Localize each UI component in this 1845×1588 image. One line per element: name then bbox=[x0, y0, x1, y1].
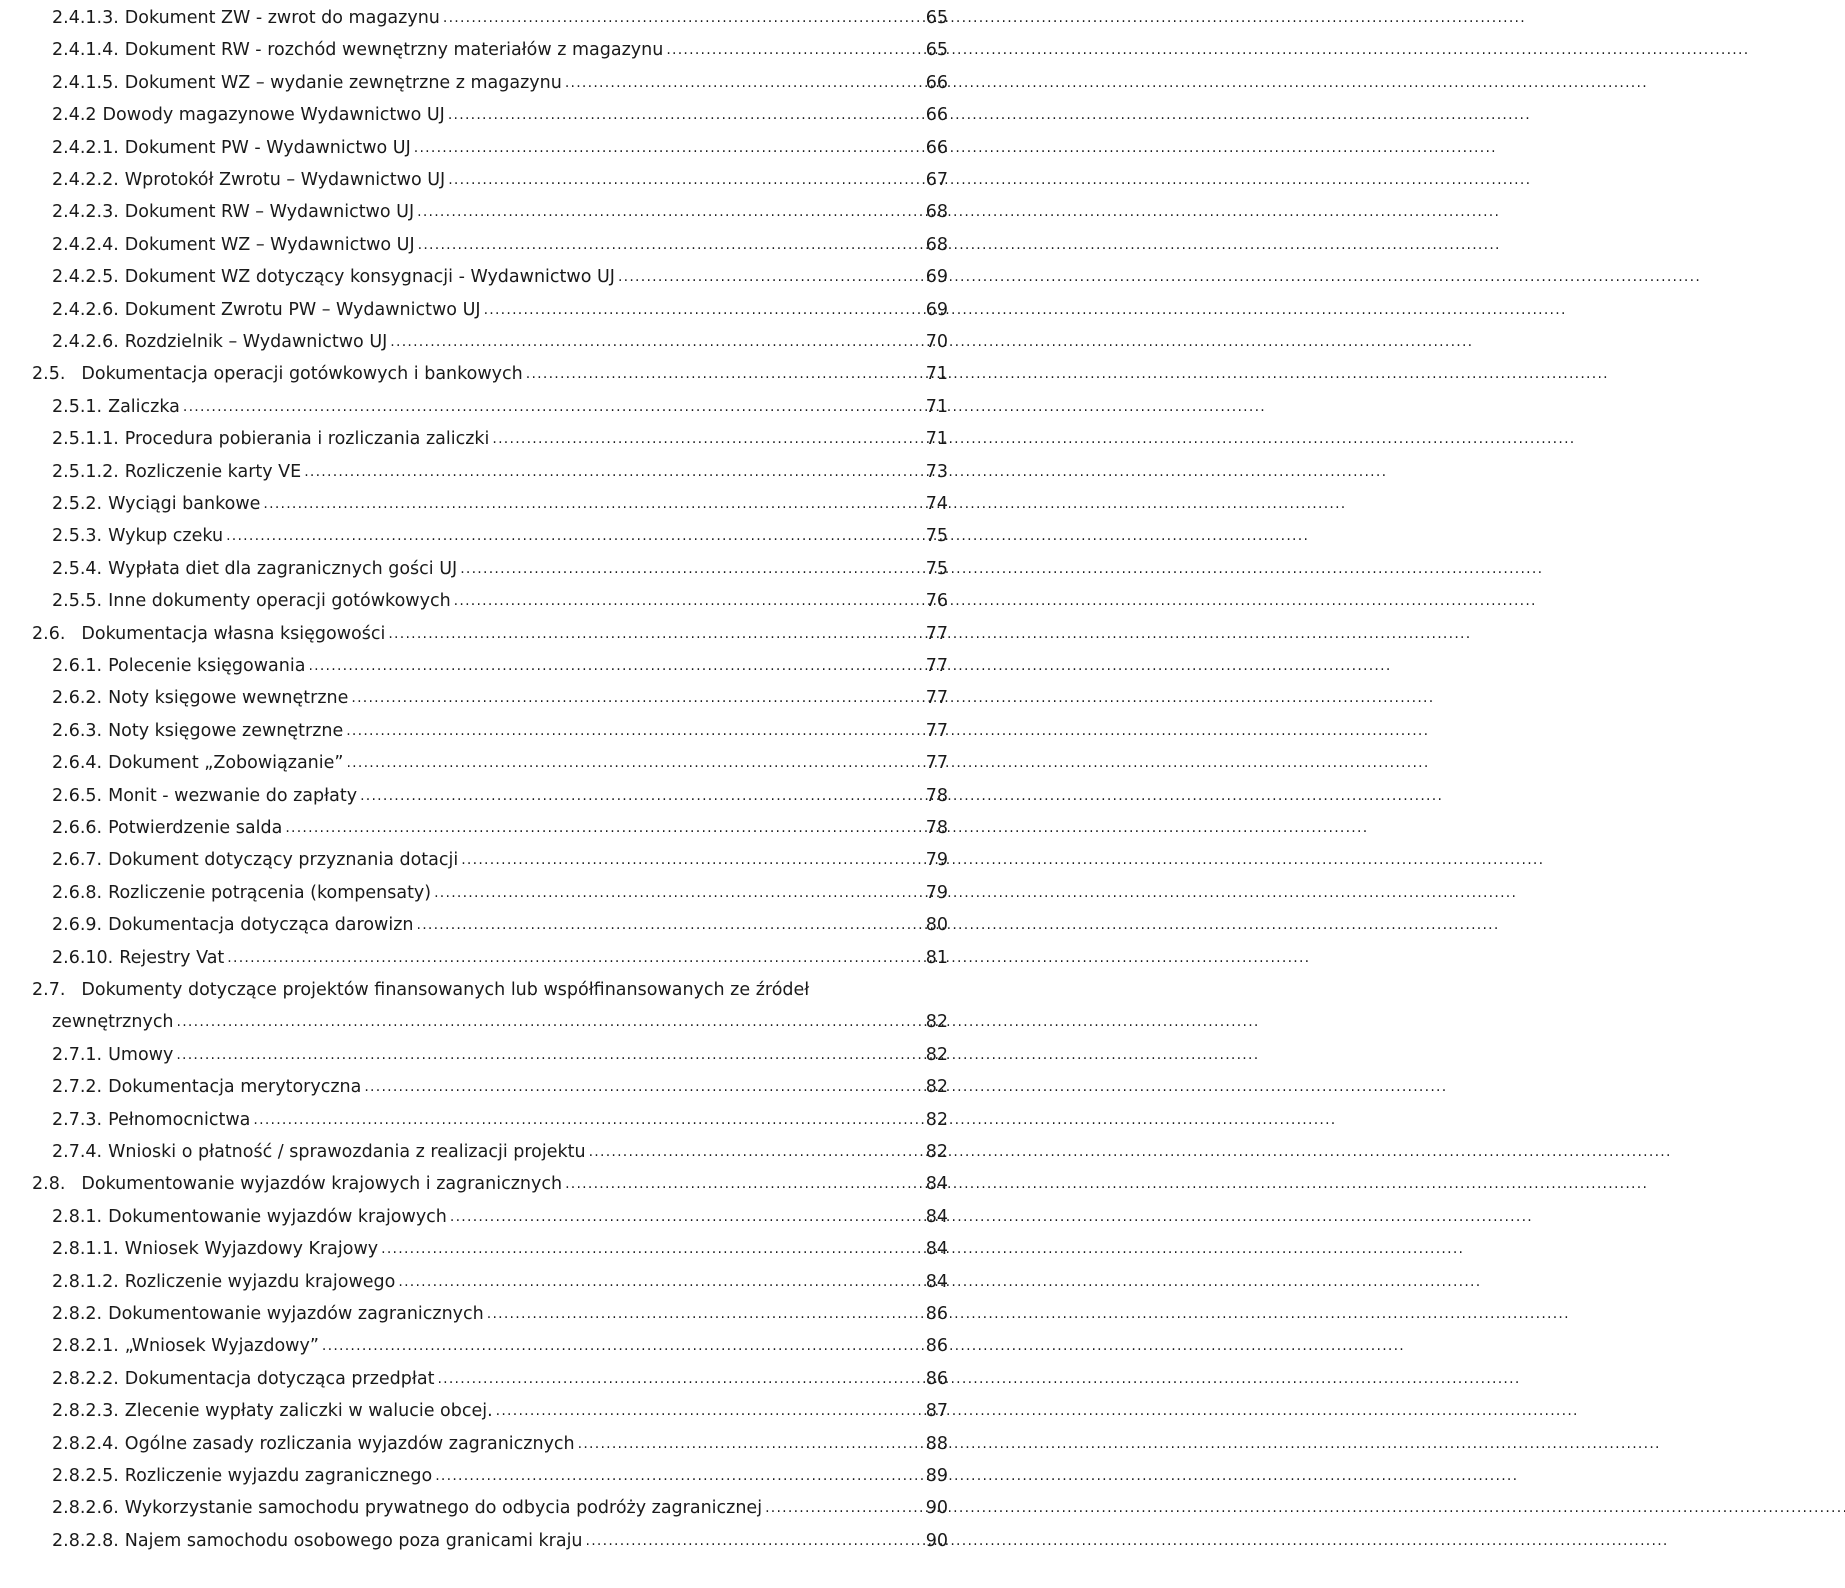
toc-page-number: 87 bbox=[925, 1401, 948, 1422]
toc-entry-number: 2.6.8. bbox=[52, 882, 103, 903]
toc-dot-leader bbox=[418, 232, 924, 257]
toc-dot-leader bbox=[448, 167, 924, 192]
toc-page-number: 86 bbox=[925, 1336, 948, 1357]
toc-entry[interactable] bbox=[52, 194, 948, 224]
toc-dot-leader bbox=[434, 880, 924, 905]
toc-entry[interactable] bbox=[52, 292, 948, 322]
toc-entry-number: 2.8.2. bbox=[52, 1304, 103, 1324]
toc-entry[interactable] bbox=[52, 1004, 948, 1034]
toc-entry-number: 2.8.2.5. bbox=[52, 1466, 119, 1486]
toc-dot-leader bbox=[492, 426, 923, 451]
toc-entry-number: 2.6.6. bbox=[52, 818, 103, 838]
toc-entry[interactable] bbox=[52, 1296, 948, 1326]
toc-entry-title: Rozdzielnik – Wydawnictwo UJ bbox=[124, 332, 388, 352]
toc-dot-leader bbox=[177, 1009, 924, 1034]
toc-page-number: 69 bbox=[925, 267, 948, 288]
toc-dot-leader bbox=[437, 1366, 923, 1391]
toc-dot-leader bbox=[589, 1139, 924, 1164]
toc-entry-number: 2.5.1.2. bbox=[52, 461, 119, 482]
toc-page-number: 75 bbox=[925, 526, 948, 547]
toc-dot-leader bbox=[526, 361, 924, 386]
toc-dot-leader bbox=[322, 1333, 924, 1358]
toc-entry[interactable] bbox=[52, 1458, 948, 1488]
toc-dot-leader bbox=[226, 523, 924, 548]
toc-dot-leader bbox=[381, 1236, 924, 1261]
toc-page-number: 74 bbox=[925, 494, 948, 514]
toc-entry-title: Rozliczenie wyjazdu zagranicznego bbox=[124, 1466, 433, 1486]
toc-entry-title: Zlecenie wypłaty zaliczki w walucie obcej. bbox=[124, 1401, 493, 1422]
toc-entry-title: „Wniosek Wyjazdowy” bbox=[124, 1336, 319, 1357]
toc-page-number: 71 bbox=[925, 364, 948, 385]
toc-entry-title: Dokument dotyczący przyznania dotacji bbox=[108, 850, 459, 871]
toc-entry-title: Dokumentacja dotycząca przedpłat bbox=[124, 1368, 435, 1389]
toc-entry[interactable] bbox=[52, 130, 948, 160]
toc-dot-leader bbox=[578, 1431, 924, 1456]
toc-entry[interactable] bbox=[52, 1037, 948, 1067]
toc-entry-title: Noty księgowe wewnętrzne bbox=[108, 688, 349, 709]
toc-entry[interactable] bbox=[52, 1523, 948, 1553]
toc-page-number: 90 bbox=[925, 1530, 948, 1551]
toc-entry-title: Dokumentowanie wyjazdów krajowych i zagranicznych bbox=[81, 1174, 563, 1195]
toc-entry-title: Dokument Zwrotu PW – Wydawnictwo UJ bbox=[124, 299, 481, 320]
toc-entry-number: 2.8.2.6. bbox=[52, 1498, 119, 1519]
toc-page-number: 77 bbox=[925, 623, 948, 644]
toc-entry[interactable] bbox=[52, 1328, 948, 1358]
toc-entry-number: 2.4.2.6. bbox=[52, 332, 119, 352]
toc-dot-leader bbox=[285, 815, 923, 840]
toc-entry-number: 2.5.4. bbox=[52, 558, 103, 579]
toc-entry[interactable] bbox=[52, 486, 948, 516]
toc-dot-leader bbox=[253, 1107, 923, 1132]
toc-entry-number: 2.5.3. bbox=[52, 526, 103, 547]
toc-dot-leader bbox=[565, 1171, 924, 1196]
toc-entry[interactable] bbox=[52, 389, 948, 419]
toc-entry[interactable] bbox=[52, 778, 948, 808]
toc-entry-title: Monit - wezwanie do zapłaty bbox=[108, 785, 358, 806]
toc-entry-number: 2.8.2.4. bbox=[52, 1433, 119, 1454]
toc-dot-leader bbox=[450, 1204, 924, 1229]
toc-dot-leader bbox=[390, 329, 923, 354]
toc-entry-number: 2.8.2.8. bbox=[52, 1530, 119, 1551]
toc-page-number: 66 bbox=[925, 72, 948, 93]
toc-entry-number: 2.6.3. bbox=[52, 720, 103, 741]
toc-dot-leader bbox=[304, 459, 924, 484]
toc-entry[interactable] bbox=[52, 583, 948, 613]
toc-entry-title: Dokumentowanie wyjazdów krajowych bbox=[108, 1206, 447, 1227]
toc-entry[interactable] bbox=[52, 421, 948, 451]
toc-page-number: 84 bbox=[925, 1271, 948, 1292]
toc-page-number: 88 bbox=[925, 1433, 948, 1454]
toc-entry-title: Dokument RW - rozchód wewnętrzny materiałów z magazynu bbox=[124, 40, 664, 61]
toc-entry[interactable] bbox=[52, 1393, 948, 1423]
toc-dot-leader bbox=[417, 199, 924, 224]
toc-dot-leader bbox=[461, 847, 923, 872]
toc-entry[interactable] bbox=[52, 1134, 948, 1164]
toc-entry-number: 2.8.1. bbox=[52, 1206, 103, 1227]
toc-entry-number: 2.4.2.6. bbox=[52, 299, 119, 320]
toc-entry-title: Rozliczenie potrącenia (kompensaty) bbox=[108, 882, 432, 903]
toc-dot-leader bbox=[565, 70, 924, 95]
toc-page-number: 82 bbox=[925, 1077, 948, 1098]
toc-entry-number: 2.7.1. bbox=[52, 1044, 103, 1065]
toc-entry[interactable] bbox=[52, 1361, 948, 1391]
toc-entry[interactable] bbox=[52, 259, 948, 289]
toc-entry-number: 2.7.3. bbox=[52, 1109, 103, 1130]
toc-dot-leader bbox=[443, 5, 924, 30]
toc-entry-title: Dokumenty dotyczące projektów finansowanych lub współfinansowanych ze źródeł bbox=[81, 980, 810, 1000]
toc-page-number: 77 bbox=[925, 656, 948, 676]
toc-dot-leader bbox=[414, 135, 924, 160]
toc-entry-title: Rejestry Vat bbox=[119, 947, 225, 968]
toc-entry[interactable] bbox=[52, 65, 948, 95]
toc-entry-title: zewnętrznych bbox=[52, 1012, 174, 1033]
toc-dot-leader bbox=[460, 556, 924, 581]
toc-entry-number: 2.7. bbox=[32, 980, 66, 1000]
toc-entry[interactable] bbox=[52, 324, 948, 354]
toc-entry-title: Dokument PW - Wydawnictwo UJ bbox=[124, 137, 411, 158]
toc-entry-number: 2.5.1.1. bbox=[52, 429, 119, 450]
toc-entry[interactable] bbox=[52, 551, 948, 581]
toc-entry-number: 2.8.1.2. bbox=[52, 1271, 119, 1292]
toc-dot-leader bbox=[346, 718, 923, 743]
toc-entry-title: Dokumentowanie wyjazdów zagranicznych bbox=[108, 1304, 484, 1324]
toc-page-number: 73 bbox=[925, 461, 948, 482]
toc-entry[interactable] bbox=[52, 227, 948, 257]
toc-page-number: 82 bbox=[925, 1109, 948, 1130]
toc-entry-number: 2.6.2. bbox=[52, 688, 103, 709]
toc-entry-title: Dowody magazynowe Wydawnictwo UJ bbox=[102, 105, 445, 126]
toc-dot-leader bbox=[586, 1528, 924, 1553]
toc-page-number: 66 bbox=[925, 105, 948, 126]
toc-entry-title: Dokument „Zobowiązanie” bbox=[108, 753, 344, 774]
toc-page-number: 80 bbox=[925, 915, 948, 936]
toc-entry[interactable] bbox=[52, 842, 948, 872]
toc-entry-number: 2.4.1.4. bbox=[52, 40, 119, 61]
toc-entry-number: 2.8.2.3. bbox=[52, 1401, 119, 1422]
toc-entry-number: 2.4.2.5. bbox=[52, 267, 119, 288]
toc-dot-leader bbox=[666, 37, 923, 62]
toc-entry[interactable] bbox=[52, 1426, 948, 1456]
toc-entry-number: 2.4.1.5. bbox=[52, 72, 119, 93]
toc-entry-title: Inne dokumenty operacji gotówkowych bbox=[108, 591, 451, 612]
toc-entry[interactable] bbox=[52, 680, 948, 710]
toc-entry-title: Najem samochodu osobowego poza granicami kraju bbox=[124, 1530, 583, 1551]
toc-entry-number: 2.6.7. bbox=[52, 850, 103, 871]
toc-entry[interactable] bbox=[52, 940, 948, 970]
toc-entry-number: 2.6. bbox=[32, 623, 66, 644]
toc-dot-leader bbox=[398, 1269, 923, 1294]
toc-page-number: 84 bbox=[925, 1206, 948, 1227]
toc-page-number: 90 bbox=[925, 1498, 948, 1519]
toc-entry[interactable] bbox=[52, 1264, 948, 1294]
toc-entry-number: 2.8. bbox=[32, 1174, 66, 1195]
toc-entry-title: Dokument ZW - zwrot do magazynu bbox=[124, 8, 440, 28]
toc-dot-leader bbox=[176, 1042, 923, 1067]
toc-entry-number: 2.4.2.2. bbox=[52, 170, 119, 190]
toc-entry-title: Polecenie księgowania bbox=[108, 656, 306, 676]
toc-page-number: 84 bbox=[925, 1174, 948, 1195]
toc-entry[interactable] bbox=[52, 1199, 948, 1229]
toc-entry[interactable] bbox=[52, 907, 948, 937]
toc-entry[interactable] bbox=[32, 616, 948, 646]
toc-page-number: 78 bbox=[925, 785, 948, 806]
toc-dot-leader bbox=[417, 912, 924, 937]
toc-entry[interactable] bbox=[52, 1102, 948, 1132]
toc-entry-title: Wnioski o płatność / sprawozdania z realizacji projektu bbox=[108, 1142, 586, 1162]
toc-entry-title: Wypłata diet dla zagranicznych gości UJ bbox=[108, 558, 458, 579]
toc-entry-title: Dokument WZ – wydanie zewnętrzne z magazynu bbox=[124, 72, 562, 93]
toc-page-number: 77 bbox=[925, 688, 948, 709]
toc-entry-number: 2.4.2.4. bbox=[52, 234, 119, 255]
toc-dot-leader bbox=[454, 588, 924, 613]
toc-entry[interactable] bbox=[52, 0, 948, 30]
toc-entry[interactable] bbox=[52, 97, 948, 127]
toc-entry-number: 2.8.2.2. bbox=[52, 1368, 119, 1389]
toc-entry[interactable] bbox=[52, 162, 948, 192]
toc-entry-title: Pełnomocnictwa bbox=[108, 1109, 251, 1130]
toc-entry-title: Wyciągi bankowe bbox=[108, 494, 261, 514]
toc-page-number: 78 bbox=[925, 818, 948, 838]
toc-page-number: 86 bbox=[925, 1368, 948, 1389]
toc-page-number: 75 bbox=[925, 558, 948, 579]
toc-page-number: 71 bbox=[925, 429, 948, 450]
toc-page-number: 65 bbox=[925, 40, 948, 61]
toc-page-number: 68 bbox=[925, 202, 948, 223]
toc-entry-number: 2.6.9. bbox=[52, 915, 103, 936]
toc-page-number: 86 bbox=[925, 1304, 948, 1324]
toc-entry[interactable] bbox=[32, 972, 948, 1002]
toc-entry-title: Dokumentacja merytoryczna bbox=[108, 1077, 362, 1098]
toc-page-number: 71 bbox=[925, 396, 948, 417]
toc-entry-number: 2.5.2. bbox=[52, 494, 103, 514]
toc-entry[interactable] bbox=[52, 648, 948, 678]
toc-page-number: 66 bbox=[925, 137, 948, 158]
toc-dot-leader bbox=[227, 945, 923, 970]
toc-entry-number: 2.7.4. bbox=[52, 1142, 103, 1162]
toc-dot-leader bbox=[346, 750, 923, 775]
toc-entry[interactable] bbox=[52, 875, 948, 905]
toc-entry-title: Zaliczka bbox=[108, 396, 180, 417]
toc-entry-number: 2.6.10. bbox=[52, 947, 114, 968]
toc-page-number: 89 bbox=[925, 1466, 948, 1486]
toc-entry-title: Procedura pobierania i rozliczania zaliczki bbox=[124, 429, 490, 450]
toc-entry-title: Dokumentacja dotycząca darowizn bbox=[108, 915, 414, 936]
toc-entry-title: Potwierdzenie salda bbox=[108, 818, 283, 838]
toc-entry-number: 2.4.2 bbox=[52, 105, 97, 126]
toc-dot-leader bbox=[484, 297, 924, 322]
toc-entry-title: Dokumentacja operacji gotówkowych i bankowych bbox=[81, 364, 523, 385]
toc-page-number: 69 bbox=[925, 299, 948, 320]
toc-dot-leader bbox=[360, 783, 924, 808]
toc-entry-title: Wykup czeku bbox=[108, 526, 224, 547]
toc-entry-title: Rozliczenie wyjazdu krajowego bbox=[124, 1271, 396, 1292]
toc-page-number: 67 bbox=[925, 170, 948, 190]
toc-entry-number: 2.6.1. bbox=[52, 656, 103, 676]
toc-entry-number: 2.8.2.1. bbox=[52, 1336, 119, 1357]
toc-dot-leader bbox=[487, 1301, 924, 1326]
toc-dot-leader bbox=[364, 1074, 923, 1099]
toc-entry-number: 2.7.2. bbox=[52, 1077, 103, 1098]
toc-entry[interactable] bbox=[52, 1490, 948, 1520]
toc-page-number: 82 bbox=[925, 1142, 948, 1162]
toc-entry[interactable] bbox=[52, 32, 948, 62]
toc-dot-leader bbox=[183, 394, 924, 419]
toc-entry[interactable] bbox=[52, 713, 948, 743]
toc-entry-number: 2.4.2.1. bbox=[52, 137, 119, 158]
toc-dot-leader bbox=[448, 102, 924, 127]
toc-entry[interactable] bbox=[52, 1069, 948, 1099]
toc-page-number: 81 bbox=[925, 947, 948, 968]
toc-entry-title: Dokument RW – Wydawnictwo UJ bbox=[124, 202, 415, 223]
toc-entry[interactable] bbox=[52, 810, 948, 840]
toc-entry-number: 2.5.1. bbox=[52, 396, 103, 417]
toc-entry-number: 2.8.1.1. bbox=[52, 1239, 119, 1260]
toc-dot-leader bbox=[263, 491, 923, 516]
toc-dot-leader bbox=[496, 1398, 924, 1423]
toc-page-number: 79 bbox=[925, 882, 948, 903]
toc-entry-number: 2.6.4. bbox=[52, 753, 103, 774]
toc-entry-title: Wniosek Wyjazdowy Krajowy bbox=[124, 1239, 379, 1260]
toc-entry-title: Rozliczenie karty VE bbox=[124, 461, 302, 482]
toc-page-number: 65 bbox=[925, 8, 948, 28]
toc-dot-leader bbox=[618, 264, 924, 289]
toc-dot-leader bbox=[351, 685, 923, 710]
toc-entry[interactable] bbox=[52, 745, 948, 775]
toc-entry-title: Ogólne zasady rozliczania wyjazdów zagranicznych bbox=[124, 1433, 575, 1454]
toc-entry[interactable] bbox=[52, 1231, 948, 1261]
toc-entry-number: 2.4.1.3. bbox=[52, 8, 119, 28]
toc-dot-leader bbox=[308, 653, 923, 678]
toc-page-number: 76 bbox=[925, 591, 948, 612]
toc-page-number: 70 bbox=[925, 332, 948, 352]
toc-entry-title: Wykorzystanie samochodu prywatnego do odbycia podróży zagranicznej bbox=[124, 1498, 763, 1519]
toc-entry-number: 2.5.5. bbox=[52, 591, 103, 612]
toc-entry-title: Dokument WZ – Wydawnictwo UJ bbox=[124, 234, 415, 255]
toc-entry-title: Wprotokół Zwrotu – Wydawnictwo UJ bbox=[124, 170, 446, 190]
toc-entry-title: Dokument WZ dotyczący konsygnacji - Wydawnictwo UJ bbox=[124, 267, 615, 288]
toc-page-number: 77 bbox=[925, 720, 948, 741]
toc-dot-leader bbox=[388, 621, 923, 646]
toc-page-number: 82 bbox=[925, 1044, 948, 1065]
toc-page-number: 77 bbox=[925, 753, 948, 774]
toc-entry-number: 2.5. bbox=[32, 364, 66, 385]
toc-entry-number: 2.6.5. bbox=[52, 785, 103, 806]
toc-page-number: 68 bbox=[925, 234, 948, 255]
toc-dot-leader bbox=[435, 1463, 924, 1488]
toc-entry[interactable] bbox=[52, 454, 948, 484]
toc-dot-leader bbox=[765, 1495, 924, 1520]
toc-entry-title: Umowy bbox=[108, 1044, 174, 1065]
toc-entry-number: 2.4.2.3. bbox=[52, 202, 119, 223]
toc-entry[interactable] bbox=[32, 356, 948, 386]
toc-entry[interactable] bbox=[52, 518, 948, 548]
toc-page-number: 82 bbox=[925, 1012, 948, 1033]
toc-entry-title: Dokumentacja własna księgowości bbox=[81, 623, 386, 644]
toc-page-number: 79 bbox=[925, 850, 948, 871]
toc-entry[interactable] bbox=[32, 1166, 948, 1196]
toc-page-number: 84 bbox=[925, 1239, 948, 1260]
toc-entry-title: Noty księgowe zewnętrzne bbox=[108, 720, 344, 741]
